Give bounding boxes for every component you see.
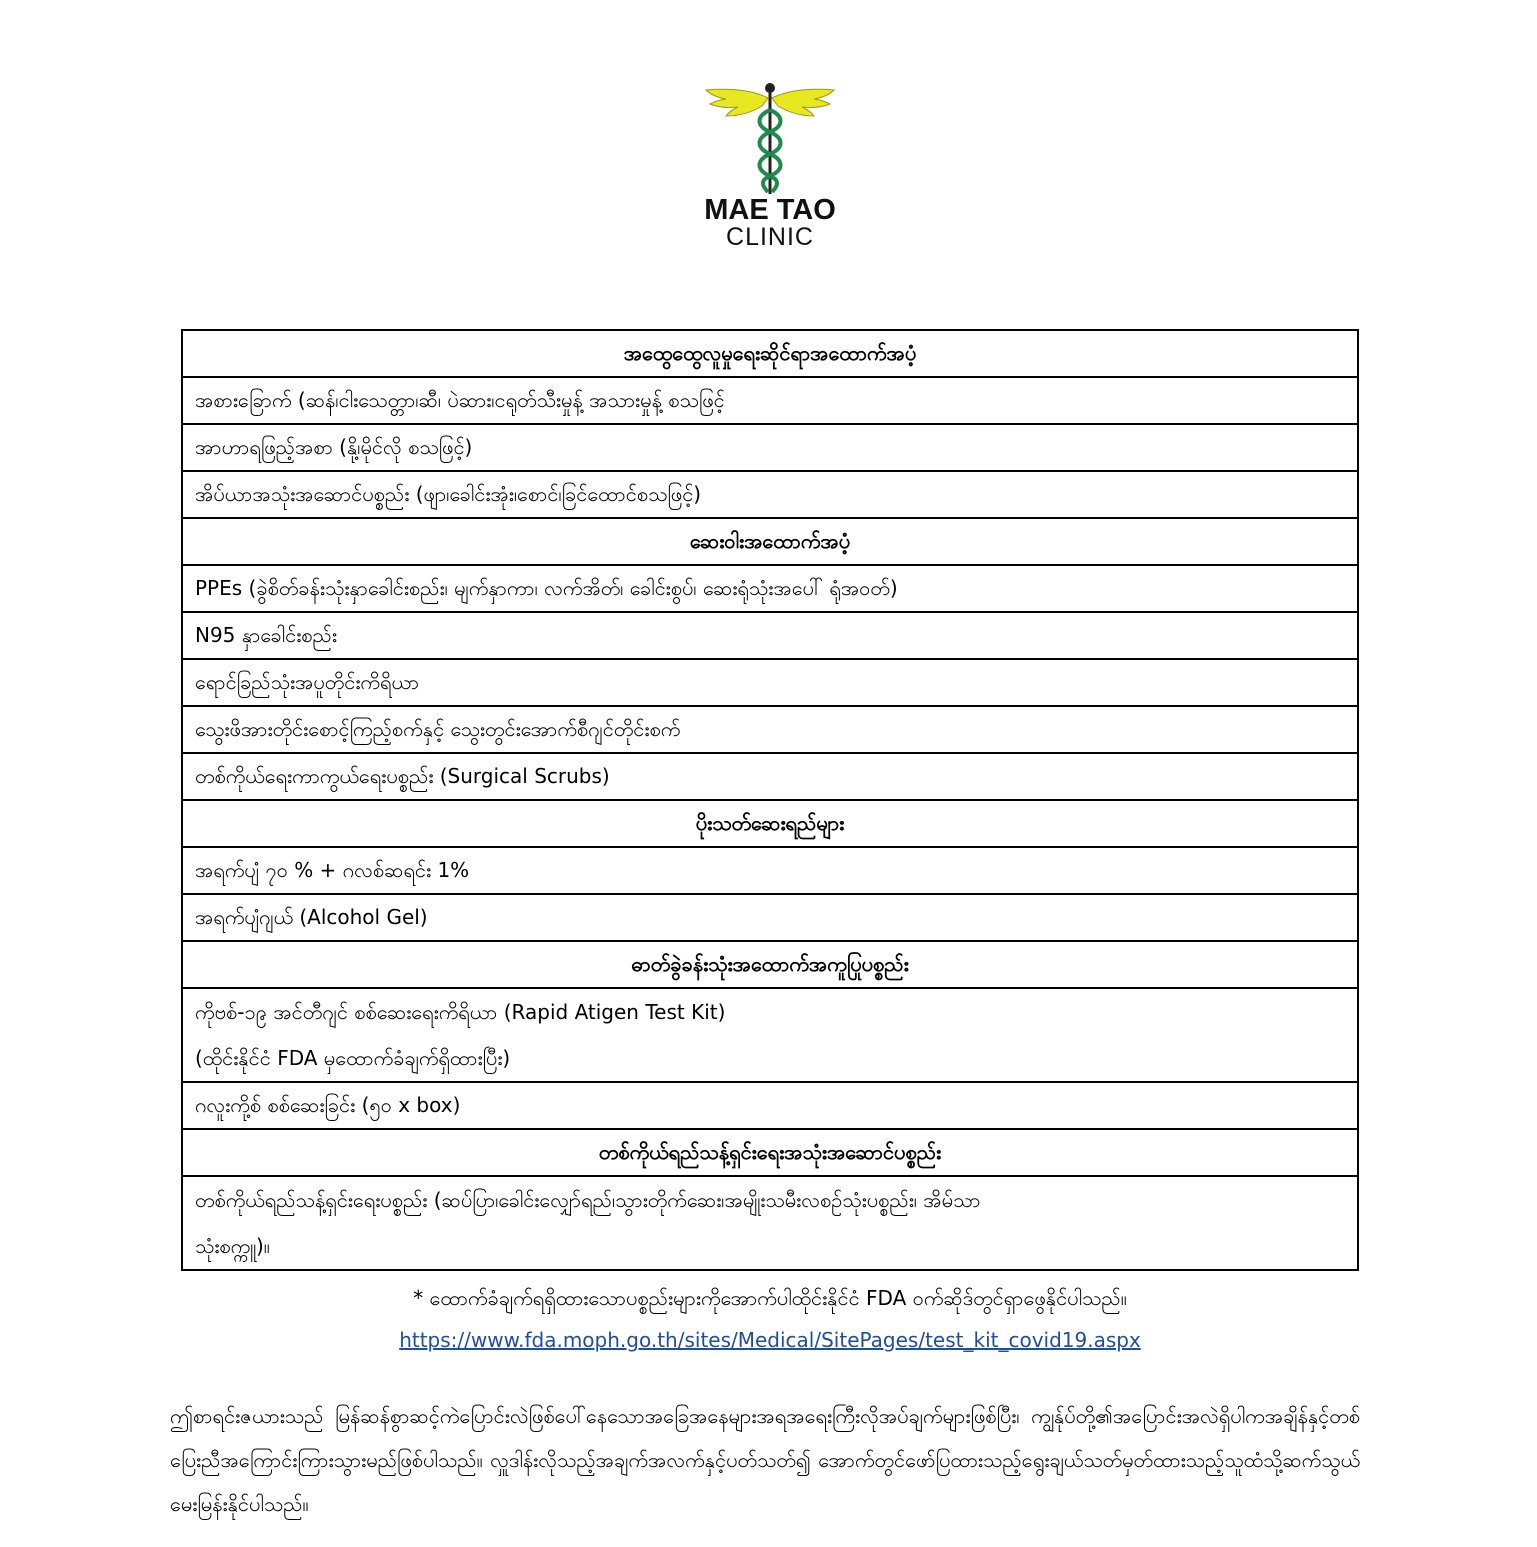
table-row xyxy=(182,471,1358,518)
table-row xyxy=(182,753,1358,800)
table-section-header-row xyxy=(182,941,1358,988)
table-cell-line: တစ်ကိုယ်ရည်သန့်ရှင်းရေးပစ္စည်း (ဆပ်ပြာ၊ခေါင်းလျှော်ရည်၊သွားတိုက်ဆေး၊အမျိုးသမီးလစဉ်သုံးပစ္စည်း၊ အိမ်သာ xyxy=(195,1188,981,1212)
table-cell: N95 နှာခေါင်းစည်း xyxy=(182,612,1358,659)
table-row xyxy=(182,847,1358,894)
table-cell: ဂလူးကို့စ် စစ်ဆေးခြင်း (၅၀ x box) xyxy=(182,1082,1358,1129)
table-cell: အာဟာရဖြည့်အစာ (နို့၊မိုင်လို စသဖြင့်) xyxy=(182,424,1358,471)
section-header: ဆေးဝါးအထောက်အပံ့ xyxy=(182,518,1358,565)
table-row xyxy=(182,565,1358,612)
table-row xyxy=(182,424,1358,471)
table-cell-line: (ထိုင်းနိုင်ငံ FDA မှထောက်ခံချက်ရှိထားပြီး) xyxy=(195,1046,511,1070)
table-row xyxy=(182,612,1358,659)
logo-text-line1: MAE TAO xyxy=(704,194,836,226)
table-cell: အရက်ပျံ ၇၀ % + ဂလစ်ဆရင်း 1% xyxy=(182,847,1358,894)
table-row xyxy=(182,659,1358,706)
donation-items-table xyxy=(181,329,1359,1271)
section-header: ဓာတ်ခွဲခန်းသုံးအထောက်အကူပြုပစ္စည်း xyxy=(182,941,1358,988)
table-row xyxy=(182,1082,1358,1129)
section-header: တစ်ကိုယ်ရည်သန့်ရှင်းရေးအသုံးအဆောင်ပစ္စည်း xyxy=(182,1129,1358,1176)
table-cell: အရက်ပျံဂျယ် (Alcohol Gel) xyxy=(182,894,1358,941)
table-row xyxy=(182,1176,1358,1270)
table-row xyxy=(182,377,1358,424)
table-cell: အိပ်ယာအသုံးအဆောင်ပစ္စည်း (ဖျာ၊ခေါင်းအုံး၊စောင်၊ခြင်ထောင်စသဖြင့်) xyxy=(182,471,1358,518)
table-cell: သွေးဖိအားတိုင်းစောင့်ကြည့်စက်နှင့် သွေးတွင်းအောက်စီဂျင်တိုင်းစက် xyxy=(182,706,1358,753)
table-section-header-row xyxy=(182,330,1358,377)
table-section-header-row xyxy=(182,800,1358,847)
fda-link-line xyxy=(181,1325,1359,1355)
fda-note: * ထောက်ခံချက်ရရှိထားသောပစ္စည်းများကိုအောက်ပါထိုင်းနိုင်ငံ FDA ဝက်ဆိုဒ်တွင်ရှာဖွေနိုင်ပါသည်။ xyxy=(413,1286,1127,1310)
table-cell: တစ်ကိုယ်ရေးကာကွယ်ရေးပစ္စည်း (Surgical Scrubs) xyxy=(182,753,1358,800)
disclaimer-paragraph: ဤစာရင်းဇယားသည် မြန်ဆန်စွာဆင့်ကဲပြောင်းလဲဖြစ်ပေါ်နေသောအခြေအနေများအရအရေးကြီးလိုအပ်ချက်များဖြစ်ပြီး၊ ကျွန်ုပ်တို့၏အပြောင်းအလဲရှိပါကအချိန်နှင့်တစ်ပြေးညီအကြောင်းကြားသွားမည်ဖြစ်ပါသည်။ လှူဒါန်းလိုသည့်အချက်အလက်နှင့်ပတ်သတ်၍ အောက်တွင်ဖော်ပြထားသည့်ရွေးချယ်သတ်မှတ်ထားသည့်သူထံသို့ဆက်သွယ် မေးမြန်းနိုင်ပါသည်။ xyxy=(170,1404,1360,1516)
table-cell: PPEs (ခွဲစိတ်ခန်းသုံးနှာခေါင်းစည်း၊ မျက်နှာကာ၊ လက်အိတ်၊ ခေါင်းစွပ်၊ ဆေးရုံသုံးအပေါ် ရုံအဝတ်) xyxy=(182,565,1358,612)
mae-tao-clinic-logo xyxy=(700,80,840,250)
fda-link[interactable]: https://www.fda.moph.go.th/sites/Medical/SitePages/test_kit_covid19.aspx xyxy=(399,1328,1141,1352)
logo-text-line2: CLINIC xyxy=(726,223,814,251)
table-section-header-row xyxy=(182,1129,1358,1176)
table-cell-line: သုံးစက္ကူ)။ xyxy=(195,1234,270,1258)
table-section-header-row xyxy=(182,518,1358,565)
caduceus-icon xyxy=(700,80,840,195)
table-cell: ရောင်ခြည်သုံးအပူတိုင်းကိရိယာ xyxy=(182,659,1358,706)
table-row xyxy=(182,988,1358,1082)
table-cell-line: ကိုဗစ်-၁၉ အင်တီဂျင် စစ်ဆေးရေးကိရိယာ (Rapid Atigen Test Kit) xyxy=(195,1000,726,1024)
table-cell xyxy=(182,988,1358,1082)
table-cell xyxy=(182,1176,1358,1270)
table-cell: အစားခြောက် (ဆန်၊ငါးသေတ္တာ၊ဆီ၊ ပဲဆား၊ငရုတ်သီးမှုန့် အသားမှုန့် စသဖြင့် xyxy=(182,377,1358,424)
section-header: ပိုးသတ်ဆေးရည်များ xyxy=(182,800,1358,847)
section-header: အထွေထွေလူမှုရေးဆိုင်ရာအထောက်အပံ့ xyxy=(182,330,1358,377)
table-row xyxy=(182,706,1358,753)
table-row xyxy=(182,894,1358,941)
